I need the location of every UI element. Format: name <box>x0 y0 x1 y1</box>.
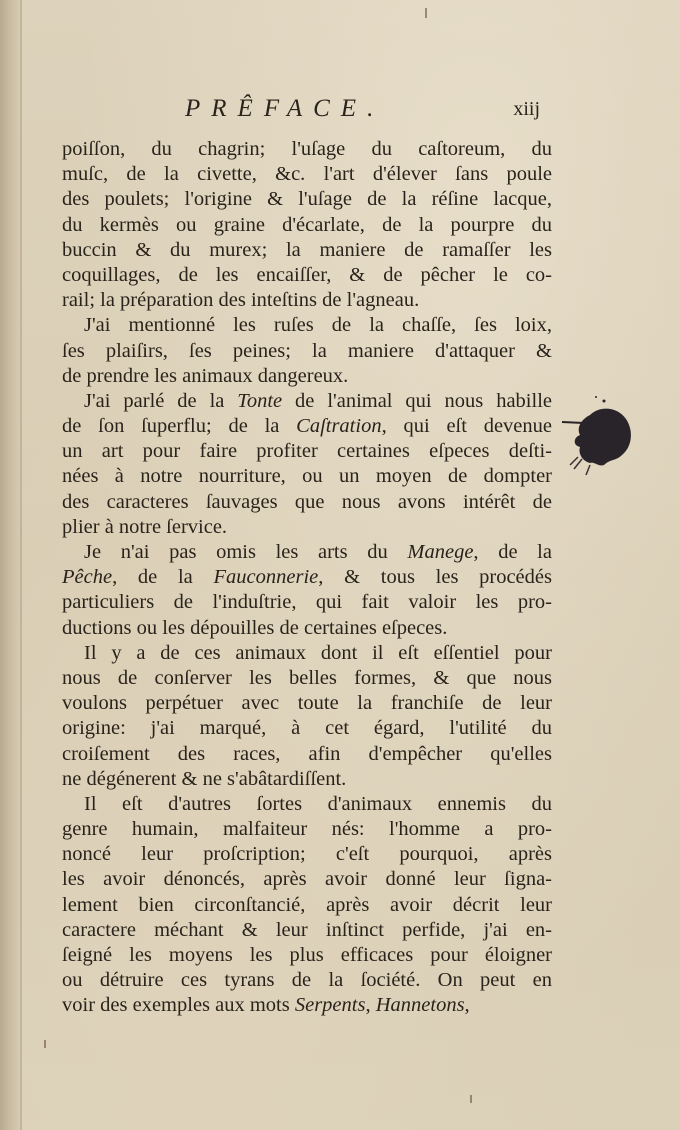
italic-term: Pêche <box>62 566 113 589</box>
running-head-title: PRÊFACE. <box>185 95 385 122</box>
text-segment: ſes plaiſirs, ſes peines; la maniere d'attaquer & <box>62 339 552 362</box>
text-line <box>62 238 552 263</box>
text-segment: des caracteres ſauvages que nous avons intérêt de <box>62 490 552 513</box>
text-line <box>62 288 552 313</box>
text-line <box>62 490 552 515</box>
italic-term: Hannetons <box>375 994 465 1017</box>
text-segment: buccin & du murex; la maniere de ramaſſer les <box>62 238 552 261</box>
text-segment: J'ai parlé de la <box>84 389 238 412</box>
text-line <box>62 162 552 187</box>
text-line <box>62 918 552 943</box>
text-segment: Il eſt d'autres ſortes d'animaux ennemis du <box>84 792 552 815</box>
text-line <box>62 993 552 1018</box>
gutter-edge <box>20 0 22 1130</box>
text-segment: , de la <box>473 541 552 563</box>
text-segment: nous de conſerver les belles formes, & que nous <box>62 666 552 689</box>
text-line <box>62 716 552 741</box>
ink-blot-stain <box>560 395 640 480</box>
text-line <box>62 792 552 817</box>
text-segment: ductions ou les dépouilles de certaines eſpeces. <box>62 616 448 639</box>
text-segment: coquillages, de les encaiſſer, & de pêcher le co- <box>62 263 552 286</box>
text-segment: voir des exemples aux mots <box>62 994 295 1017</box>
text-segment: particuliers de l'induſtrie, qui fait valoir les pro- <box>62 591 552 614</box>
text-segment: , qui eſt devenue <box>381 415 552 438</box>
text-segment: nées à notre nourriture, ou un moyen de dompter <box>62 465 552 488</box>
text-line <box>62 842 552 867</box>
text-segment: , <box>464 994 470 1017</box>
running-head <box>185 95 545 131</box>
text-line <box>62 464 552 489</box>
text-segment: de l'animal qui nous habille <box>282 389 552 412</box>
ink-blot-droplet <box>595 396 597 398</box>
italic-term: Fauconnerie <box>213 566 319 589</box>
text-line <box>62 590 552 615</box>
text-segment: origine: j'ai marqué, à cet égard, l'utilité du <box>62 717 552 740</box>
text-line <box>62 943 552 968</box>
text-line <box>62 817 552 842</box>
text-line <box>62 867 552 892</box>
text-segment: du kermès ou graine d'écarlate, de la pourpre du <box>62 213 552 236</box>
text-line <box>62 364 552 389</box>
text-segment: les avoir dénoncés, après avoir donné leur ſigna- <box>62 868 552 891</box>
text-segment: , & tous les procédés <box>318 566 552 589</box>
text-segment: plier à notre ſervice. <box>62 515 228 538</box>
text-segment: , de la <box>112 566 214 589</box>
ink-blot-splatter <box>562 422 584 423</box>
italic-term: Caſtration <box>296 415 382 438</box>
text-segment: lement bien circonſtancié, après avoir décrit leur <box>62 893 552 916</box>
text-segment: rail; la préparation des inteſtins de l'agneau. <box>62 289 420 312</box>
text-line <box>62 213 552 238</box>
text-line <box>62 137 552 162</box>
page-number: xiij <box>513 98 540 120</box>
margin-mark <box>470 1095 472 1103</box>
text-line <box>62 187 552 212</box>
margin-mark <box>425 8 427 18</box>
ink-blot-droplet <box>603 400 606 403</box>
text-segment: des poulets; l'origine & l'uſage de la réſine lacque, <box>62 188 552 211</box>
text-line <box>62 666 552 691</box>
book-gutter <box>0 0 22 1130</box>
text-segment: Il y a de ces animaux dont il eſt eſſentiel pour <box>84 641 552 664</box>
italic-term: Serpents <box>294 994 366 1017</box>
text-line <box>62 540 552 565</box>
text-segment: croiſement des races, afin d'empêcher qu'elles <box>62 742 552 765</box>
text-segment: ne dégénerent & ne s'abâtardiſſent. <box>62 767 347 790</box>
text-segment: muſc, de la civette, &c. l'art d'élever ſans poule <box>62 163 552 186</box>
text-line <box>62 263 552 288</box>
text-line <box>62 339 552 364</box>
italic-term: Tonte <box>237 389 283 412</box>
text-line <box>62 565 552 590</box>
text-segment: poiſſon, du chagrin; l'uſage du caſtoreum, du <box>62 138 552 160</box>
text-line <box>62 641 552 666</box>
text-segment: caractere méchant & leur inſtinct perfide, j'ai en- <box>62 918 552 941</box>
text-segment: ſeigné les moyens les plus efficaces pour éloigner <box>62 944 552 966</box>
text-segment: ou détruire ces tyrans de la ſociété. On peut en <box>62 969 552 992</box>
text-segment: J'ai mentionné les ruſes de la chaſſe, ſes loix, <box>84 314 552 337</box>
text-line <box>62 389 552 414</box>
text-line <box>62 439 552 464</box>
text-line <box>62 742 552 767</box>
text-line <box>62 414 552 439</box>
text-segment: un art pour faire profiter certaines eſpeces deſti- <box>62 440 552 463</box>
text-line <box>62 515 552 540</box>
text-segment: de prendre les animaux dangereux. <box>62 364 349 387</box>
text-segment: de ſon ſuperflu; de la <box>62 415 297 438</box>
italic-term: Manege <box>407 541 474 563</box>
text-segment: genre humain, malfaiteur nés: l'homme a pro- <box>62 818 552 841</box>
ink-blot-body <box>575 409 631 466</box>
text-line <box>62 313 552 338</box>
text-segment: Je n'ai pas omis les arts du <box>84 541 408 563</box>
text-segment: , <box>365 994 376 1017</box>
text-segment: noncé leur proſcription; c'eſt pourquoi, après <box>62 843 552 866</box>
text-line <box>62 616 552 641</box>
text-line <box>62 767 552 792</box>
text-line <box>62 893 552 918</box>
text-line <box>62 968 552 993</box>
body-text <box>62 137 552 1019</box>
text-line <box>62 691 552 716</box>
text-segment: voulons perpétuer avec toute la franchiſe de leur <box>62 692 552 715</box>
margin-mark <box>44 1040 46 1048</box>
